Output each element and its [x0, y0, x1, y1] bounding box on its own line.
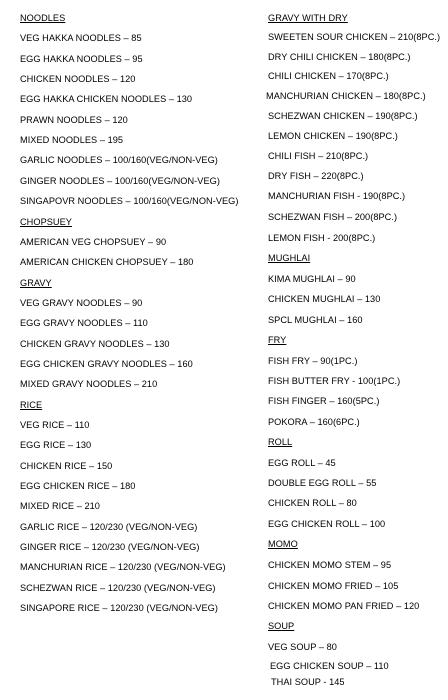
menu-item: CHILI CHICKEN – 170(8PC.)	[268, 71, 389, 81]
menu-item: FISH BUTTER FRY - 100(1PC.)	[268, 376, 401, 386]
menu-item: SINGAPORE RICE – 120/230 (VEG/NON-VEG)	[20, 603, 218, 613]
menu-item: KIMA MUGHLAI – 90	[268, 274, 356, 284]
section-header: FRY	[268, 335, 287, 345]
menu-item: LEMON FISH - 200(8PC.)	[268, 233, 376, 243]
menu-item: EGG CHICKEN ROLL – 100	[268, 519, 386, 529]
menu-item: SCHEZWAN RICE – 120/230 (VEG/NON-VEG)	[20, 583, 216, 593]
menu-item: SWEETEN SOUR CHICKEN – 210(8PC.)	[268, 32, 441, 42]
menu-item: THAI SOUP - 145	[271, 677, 345, 687]
section-header: GRAVY	[20, 278, 52, 288]
menu-item: SCHEZWAN CHICKEN – 190(8PC.)	[268, 111, 418, 121]
menu-item: GINGER NOODLES – 100/160(VEG/NON-VEG)	[20, 176, 220, 186]
menu-item: GINGER RICE – 120/230 (VEG/NON-VEG)	[20, 542, 200, 552]
menu-item: CHICKEN NOODLES – 120	[20, 74, 136, 84]
menu-item: CHICKEN ROLL – 80	[268, 498, 357, 508]
section-header: CHOPSUEY	[20, 217, 72, 227]
menu-item: EGG HAKKA CHICKEN NOODLES – 130	[20, 94, 193, 104]
menu-item: SPCL MUGHLAI – 160	[268, 315, 363, 325]
menu-item: DRY CHILI CHICKEN – 180(8PC.)	[268, 52, 411, 62]
menu-item: MIXED NOODLES – 195	[20, 135, 124, 145]
section-header: GRAVY WITH DRY	[268, 13, 348, 23]
menu-item: GARLIC RICE – 120/230 (VEG/NON-VEG)	[20, 522, 198, 532]
menu-item: CHICKEN MOMO PAN FRIED – 120	[268, 601, 420, 611]
menu-item: SINGAPOVR NOODLES – 100/160(VEG/NON-VEG)	[20, 196, 239, 206]
menu-item: CHICKEN MUGHLAI – 130	[268, 294, 381, 304]
menu-item: CHICKEN RICE – 150	[20, 461, 113, 471]
section-header: NOODLES	[20, 13, 66, 23]
menu-item: EGG RICE – 130	[20, 440, 92, 450]
menu-item: MANCHURIAN CHICKEN – 180(8PC.)	[266, 91, 426, 101]
menu-item: POKORA – 160(6PC.)	[268, 417, 360, 427]
menu-item: CHICKEN MOMO STEM – 95	[268, 560, 392, 570]
menu-item: SCHEZWAN FISH – 200(8PC.)	[268, 212, 398, 222]
menu-item: EGG CHICKEN SOUP – 110	[270, 661, 389, 671]
menu-item: CHICKEN GRAVY NOODLES – 130	[20, 339, 170, 349]
section-header: RICE	[20, 400, 43, 410]
menu-item: MIXED GRAVY NOODLES – 210	[20, 379, 158, 389]
menu-item: EGG HAKKA NOODLES – 95	[20, 54, 143, 64]
menu-item: FISH FINGER – 160(5PC.)	[268, 396, 380, 406]
menu-item: AMERICAN VEG CHOPSUEY – 90	[20, 237, 167, 247]
menu-item: VEG GRAVY NOODLES – 90	[20, 298, 143, 308]
menu-item: EGG GRAVY NOODLES – 110	[20, 318, 148, 328]
menu-item: EGG CHICKEN RICE – 180	[20, 481, 136, 491]
menu-item: GARLIC NOODLES – 100/160(VEG/NON-VEG)	[20, 155, 218, 165]
section-header: SOUP	[268, 621, 295, 631]
section-header: ROLL	[268, 437, 293, 447]
menu-item: MANCHURIAN FISH - 190(8PC.)	[268, 191, 406, 201]
menu-item: MIXED RICE – 210	[20, 501, 100, 511]
menu-item: VEG RICE – 110	[20, 420, 90, 430]
menu-item: LEMON CHICKEN – 190(8PC.)	[268, 131, 398, 141]
menu-item: EGG CHICKEN GRAVY NOODLES – 160	[20, 359, 193, 369]
menu-item: VEG HAKKA NOODLES – 85	[20, 33, 142, 43]
menu-item: MANCHURIAN RICE – 120/230 (VEG/NON-VEG)	[20, 562, 226, 572]
menu-item: EGG ROLL – 45	[268, 458, 336, 468]
menu-item: DRY FISH – 220(8PC.)	[268, 171, 364, 181]
menu-item: FISH FRY – 90(1PC.)	[268, 356, 358, 366]
menu-item: AMERICAN CHICKEN CHOPSUEY – 180	[20, 257, 194, 267]
menu-item: VEG SOUP – 80	[268, 642, 337, 652]
section-header: MOMO	[268, 539, 298, 549]
menu-item: CHILI FISH – 210(8PC.)	[268, 151, 369, 161]
menu-item: PRAWN NOODLES – 120	[20, 115, 128, 125]
menu-item: DOUBLE EGG ROLL – 55	[268, 478, 377, 488]
menu-item: CHICKEN MOMO FRIED – 105	[268, 581, 399, 591]
section-header: MUGHLAI	[268, 253, 311, 263]
